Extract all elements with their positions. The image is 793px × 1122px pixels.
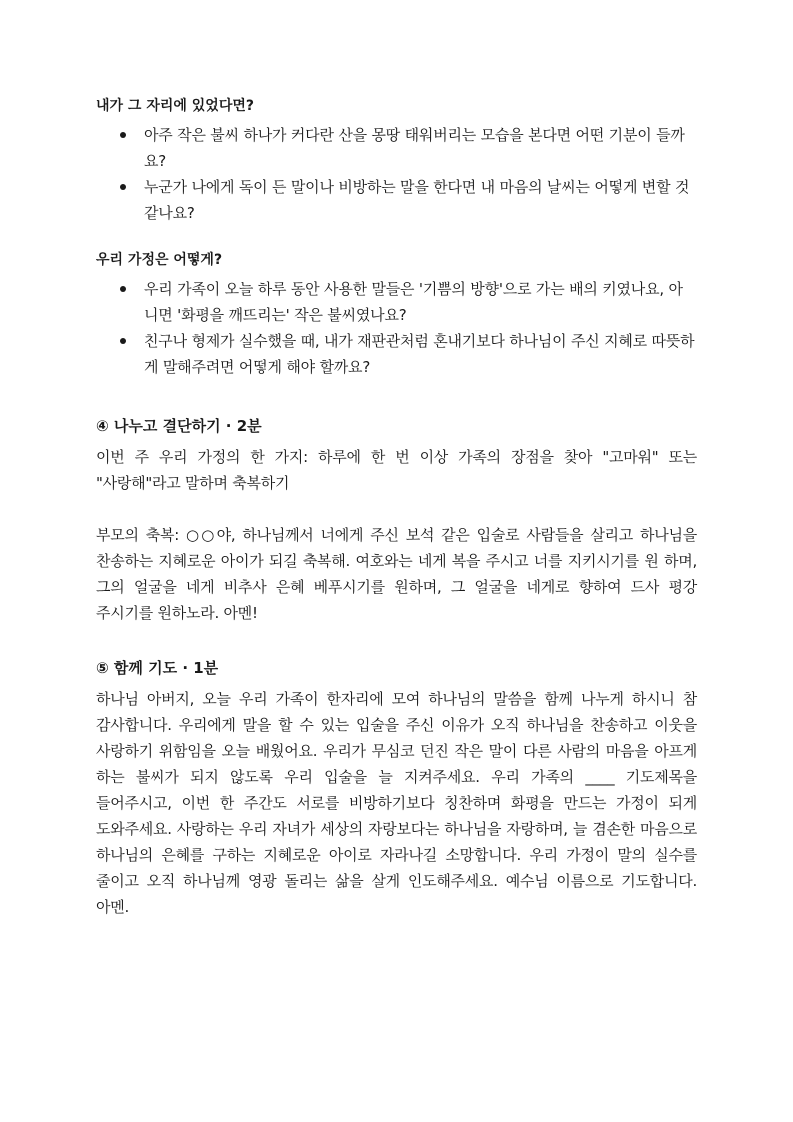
list-item (96, 122, 697, 174)
spacer (96, 380, 697, 414)
bullet-icon (120, 132, 126, 138)
blessing-paragraph: 부모의 축복: ○○야, 하나님께서 너에게 주신 보석 같은 입술로 사람들을 살리고 하나님을 찬송하는 지혜로운 아이가 되길 축복해. 여호와는 네게 복을 주시고 너를 지키시기를 원 하며, 그의 얼굴을 네게 비추사 은혜 베푸시기를 원하며, 그 얼굴을 네게로 향하여 드사 평강 주시기를 원하노라. 아멘! (96, 526, 697, 622)
share-section-title: ④ 나누고 결단하기 · 2분 (96, 417, 262, 435)
reflection-heading: 내가 그 자리에 있었다면? (96, 98, 254, 114)
list-item (96, 328, 697, 380)
list-item (96, 276, 697, 328)
family-question-text: 친구나 형제가 실수했을 때, 내가 재판관처럼 혼내기보다 하나님이 주신 지혜로 따뜻하게 말해주려면 어떻게 해야 할까요? (144, 332, 695, 376)
spacer (96, 496, 697, 522)
family-question-list (96, 276, 697, 380)
bullet-icon (120, 286, 126, 292)
decision-paragraph: 이번 주 우리 가정의 한 가지: 하루에 한 번 이상 가족의 장점을 찾아 "고마워" 또는 "사랑해"라고 말하며 축복하기 (96, 448, 697, 492)
prayer-section-title: ⑤ 함께 기도 · 1분 (96, 659, 219, 677)
reflection-question-text: 아주 작은 불씨 하나가 커다란 산을 몽땅 태워버리는 모습을 본다면 어떤 기분이 들까요? (144, 126, 685, 170)
family-question-text: 우리 가족이 오늘 하루 동안 사용한 말들은 '기쁨의 방향'으로 가는 배의 키였나요, 아니면 '화평을 깨뜨리는' 작은 불씨였나요? (144, 280, 683, 324)
prayer-paragraph: 하나님 아버지, 오늘 우리 가족이 한자리에 모여 하나님의 말씀을 함께 나누게 하시니 참 감사합니다. 우리에게 말을 할 수 있는 입술을 주신 이유가 오직 하나님을 찬송하고 이웃을 사랑하기 위함임을 오늘 배웠어요. 우리가 무심코 던진 작은 말이 다른 사람의 마음을 아프게 하는 불씨가 되지 않도록 우리 입술을 늘 지켜주세요. 우리 가족의 ____ 기도제목을 들어주시고, 이번 한 주간도 서로를 비방하기보다 칭찬하며 화평을 만드는 가정이 되게 도와주세요. 사랑하는 우리 자녀가 세상의 자랑보다는 하나님을 자랑하며, 늘 겸손한 마음으로 하나님의 은혜를 구하는 지혜로운 아이로 자라나길 소망합니다. 우리 가정이 말의 실수를 줄이고 오직 하나님께 영광 돌리는 삶을 살게 인도해주세요. 예수님 이름으로 기도합니다. 아멘. (96, 690, 697, 916)
list-item (96, 174, 697, 226)
spacer (96, 626, 697, 656)
family-heading: 우리 가정은 어떻게? (96, 252, 223, 268)
bullet-icon (120, 338, 126, 344)
bullet-icon (120, 184, 126, 190)
spacer (96, 226, 697, 250)
reflection-question-text: 누군가 나에게 독이 든 말이나 비방하는 말을 한다면 내 마음의 날씨는 어떻게 변할 것 같나요? (144, 178, 690, 222)
reflection-question-list (96, 122, 697, 226)
